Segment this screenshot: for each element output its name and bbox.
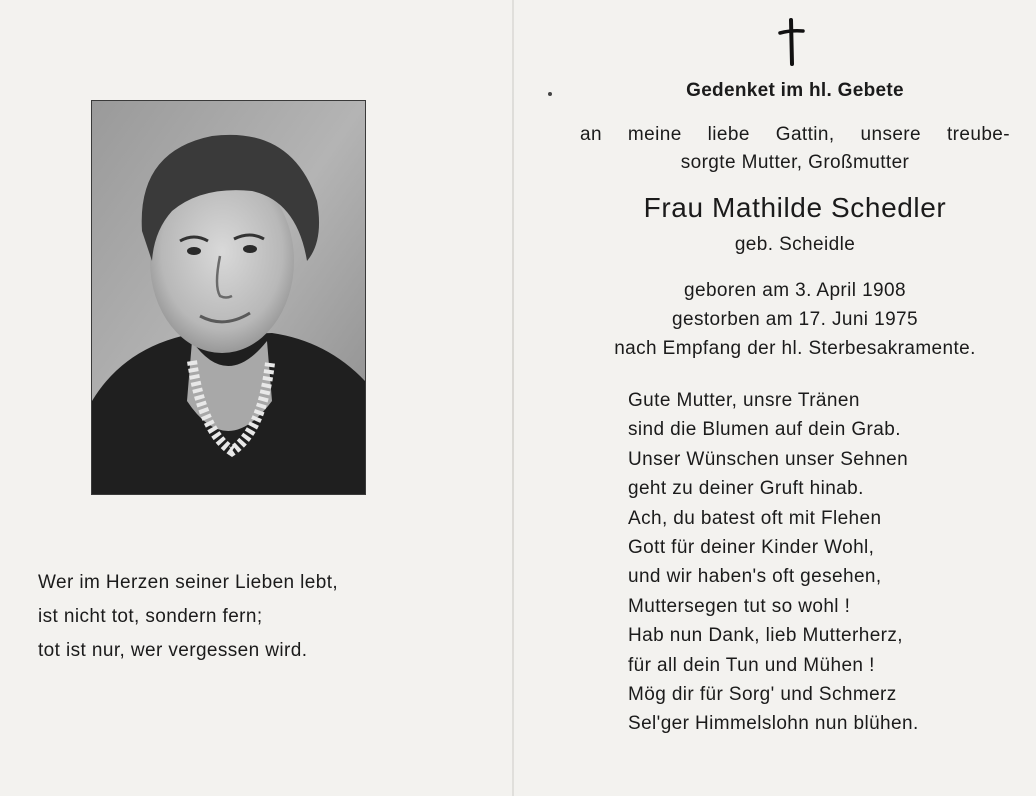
intro-line: sorgte Mutter, Großmutter — [680, 152, 910, 173]
poem-line: Sel'ger Himmelslohn nun blühen. — [628, 713, 919, 735]
poem-line: Mög dir für Sorg' und Schmerz — [628, 684, 897, 706]
life-dates — [580, 276, 1010, 363]
poem-line: geht zu deiner Gruft hinab. — [628, 478, 864, 500]
poem-line: Gute Mutter, unsre Tränen — [628, 390, 860, 411]
cross-icon — [776, 18, 806, 66]
poem-line: und wir haben's oft gesehen, — [628, 566, 882, 588]
intro-text — [580, 121, 1010, 177]
verse-line: ist nicht tot, sondern fern; — [38, 606, 263, 627]
birth-date: geboren am 3. April 1908 — [684, 280, 906, 301]
deceased-name: Frau Mathilde Schedler — [643, 192, 947, 223]
poem — [628, 386, 1008, 739]
center-fold — [512, 0, 514, 796]
verse-line: tot ist nur, wer vergessen wird. — [38, 640, 308, 661]
death-date: gestorben am 17. Juni 1975 — [672, 309, 918, 330]
poem-line: sind die Blumen auf dein Grab. — [628, 419, 901, 441]
poem-line: Hab nun Dank, lieb Mutterherz, — [628, 625, 903, 647]
poem-line: für all dein Tun und Mühen ! — [628, 654, 875, 676]
verse-line: Wer im Herzen seiner Lieben lebt, — [38, 572, 339, 593]
sacraments-note: nach Empfang der hl. Sterbesakramente. — [614, 338, 976, 359]
left-verse — [38, 566, 478, 668]
portrait-photo — [91, 100, 366, 495]
poem-line: Unser Wünschen unser Sehnen — [628, 448, 909, 470]
heading: Gedenket im hl. Gebete — [686, 80, 904, 101]
intro-line: an meine liebe Gattin, unsere treube- — [580, 124, 1010, 145]
poem-line: Muttersegen tut so wohl ! — [628, 595, 851, 617]
maiden-name: geb. Scheidle — [734, 234, 856, 255]
poem-line: Gott für deiner Kinder Wohl, — [628, 537, 875, 559]
poem-line: Ach, du batest oft mit Flehen — [628, 507, 882, 529]
ink-speck — [548, 92, 552, 96]
